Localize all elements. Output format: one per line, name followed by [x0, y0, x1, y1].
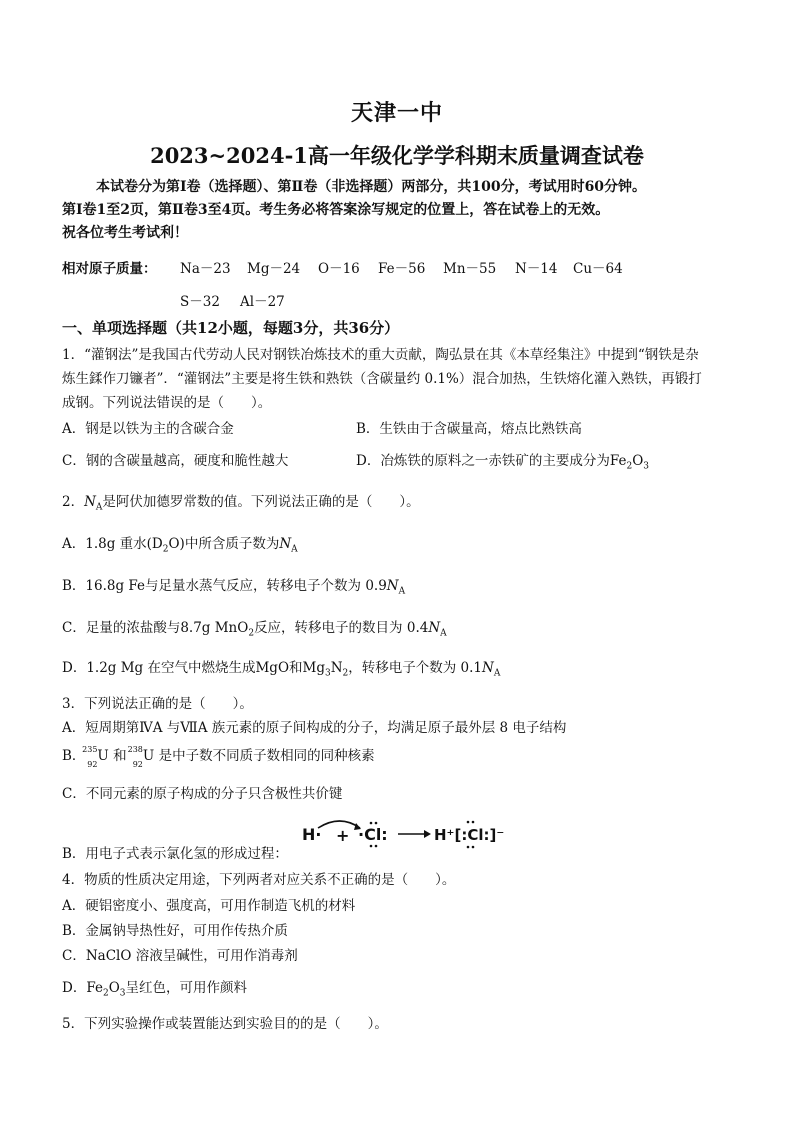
electron-dot — [472, 821, 475, 824]
section-title: 一、单项选择题（共12小题，每题3分，共36分） — [62, 319, 400, 337]
q1-stem-line-1: 1．“灌钢法”是我国古代劳动人民对钢铁冶炼技术的重大贡献，陶弘景在其《本草经集注》中提到“钢铁是杂 — [62, 347, 699, 363]
q3-option-b: B． 235 92 U 和 238 92 U 是中子数不同质子数相同的同种核素 — [62, 744, 375, 769]
q1-option-b: B．生铁由于含碳量高，熔点比熟铁高 — [356, 421, 582, 437]
diagram-plus: + — [336, 826, 350, 845]
atomic-mass-al: Al－27 — [240, 294, 285, 310]
q1-option-d: D．冶炼铁的原料之一赤铁矿的主要成分为$Fe_2O_3$ — [356, 453, 649, 472]
q1-option-a: A．钢是以铁为主的含碳合金 — [62, 421, 234, 437]
q3-stem: 3．下列说法正确的是（ ）。 — [62, 696, 253, 712]
intro-line-1: 本试卷分为第Ⅰ卷（选择题）、第Ⅱ卷（非选择题）两部分，共100分，考试用时60分钟。 — [96, 179, 647, 195]
electron-dot — [370, 845, 373, 848]
atomic-mass-cu: Cu－64 — [573, 261, 623, 277]
atomic-mass-label: 相对原子质量： — [62, 261, 157, 277]
atomic-mass-mn: Mn－55 — [443, 261, 497, 277]
q2-option-c: C．足量的浓盐酸与8.7g MnO$_2$反应，转移电子的数目为 $0.4N_A$ — [62, 620, 447, 639]
electron-dot — [375, 845, 378, 848]
atomic-mass-s: S－32 — [180, 294, 220, 310]
q3-option-a: A．短周期第ⅣA 与ⅦA 族元素的原子间构成的分子，均满足原子最外层 8 电子结构 — [62, 720, 567, 736]
electron-dot — [467, 821, 470, 824]
school-name: 天津一中 — [350, 100, 443, 126]
intro-line-2: 第Ⅰ卷1至2页，第Ⅱ卷3至4页。考生务必将答案涂写规定的位置上，答在试卷上的无效。 — [62, 202, 610, 218]
atomic-mass-o: O－16 — [318, 261, 360, 277]
intro-line-3: 祝各位考生考试利！ — [62, 225, 188, 241]
q2-option-d: D．1.2g Mg 在空气中燃烧生成MgO和$Mg_3N_2$，转移电子个数为 $0.1N_A$ — [62, 660, 501, 679]
q3-option-c: C．不同元素的原子构成的分子只含极性共价键 — [62, 786, 343, 802]
isotope-u238: 238 92 — [127, 744, 143, 769]
q2-option-a: A．1.8g 重水$(D_2O)$中所含质子数为$N_A$ — [62, 536, 298, 555]
electron-dot — [375, 822, 378, 825]
isotope-u235: 235 92 — [82, 744, 98, 769]
diagram-h-atom: H· — [302, 825, 322, 844]
electron-dot — [370, 822, 373, 825]
atomic-mass-fe: Fe－56 — [378, 261, 426, 277]
q1-stem-line-2: 炼生鍒作刀镰者”．“灌钢法”主要是将生铁和熟铁（含碳量约 0.1%）混合加热，生铁熔化灌入熟铁，再锻打 — [62, 371, 702, 387]
q4-option-c: C．NaClO 溶液呈碱性，可用作消毒剂 — [62, 948, 298, 964]
q2-option-b: B．16.8g Fe与足量水蒸气反应，转移电子个数为 $0.9N_A$ — [62, 578, 406, 597]
hcl-formation-diagram — [300, 816, 512, 850]
atomic-mass-n: N－14 — [515, 261, 558, 277]
q4-option-b: B．金属钠导热性好，可用作传热介质 — [62, 923, 288, 939]
diagram-product: H⁺[:Cl:]⁻ — [434, 826, 505, 844]
q4-option-d: D．$Fe_2O_3$呈红色，可用作颜料 — [62, 980, 247, 999]
electron-dot — [472, 846, 475, 849]
exam-title: 2023~2024-1高一年级化学学科期末质量调查试卷 — [150, 143, 644, 168]
q2-stem: 2．$N_A$是阿伏加德罗常数的值。下列说法正确的是（ ）。 — [62, 494, 420, 513]
q3-option-d: B．用电子式表示氯化氢的形成过程： — [62, 846, 288, 862]
q4-stem: 4．物质的性质决定用途，下列两者对应关系不正确的是（ ）。 — [62, 872, 456, 888]
q1-stem-line-3: 成钢。下列说法错误的是（ ）。 — [62, 395, 272, 411]
atomic-mass-mg: Mg－24 — [247, 261, 301, 277]
q5-stem: 5．下列实验操作或装置能达到实验目的的是（ ）。 — [62, 1016, 388, 1032]
atomic-mass-na: Na－23 — [180, 261, 231, 277]
electron-dot — [467, 846, 470, 849]
q4-option-a: A．硬铝密度小、强度高，可用作制造飞机的材料 — [62, 898, 356, 914]
reaction-arrow-head — [424, 830, 431, 838]
diagram-cl-atom: ·Cl: — [358, 825, 388, 844]
q1-option-c: C．钢的含碳量越高，硬度和脆性越大 — [62, 453, 289, 469]
